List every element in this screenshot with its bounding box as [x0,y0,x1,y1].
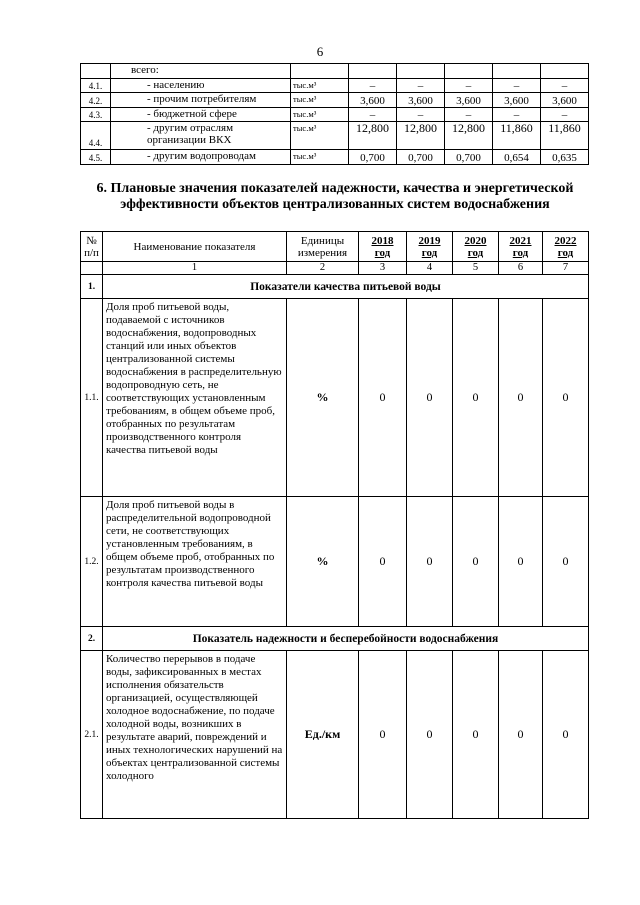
table-row: 4.2. - прочим потребителям тыс.м³ 3,600 3,600 3,600 3,600 3,600 [81,93,589,108]
table-row: 4.4. - другим отраслям организации ВКХ тыс.м³ 12,800 12,800 12,800 11,860 11,860 [81,122,589,150]
table-row: 4.3. - бюджетной сфере тыс.м³ – – – – – [81,108,589,122]
table-row: 1.1. Доля проб питьевой воды, подаваемой с источников водоснабжения, водопроводных станций или иных объектов централизованной системы водоснабжения в распределительную водопроводную сеть, не соответствующих установленным требованиям, в общем объеме проб, отобранных по результатам производственного контроля качества питьевой воды % 0 0 0 0 0 [81,299,589,497]
table-row: 4.5. - другим водопроводам тыс.м³ 0,700 0,700 0,700 0,654 0,635 [81,150,589,165]
table-row: 2.1. Количество перерывов в подаче воды, зафиксированных в местах исполнения обязательств организацией, осуществляющей холодное водоснабжение, по подаче холодной воды, возникших в результате аварий, повреждений и иных технологических нарушений на объектах централизованной системы холодного Ед./км 0 0 0 0 0 [81,651,589,819]
column-numbers-row: 1 2 3 4 5 6 7 [81,262,589,275]
header-year: 2018 год [359,232,407,262]
header-year: 2022 год [543,232,589,262]
section-row: 1. Показатели качества питьевой воды [81,275,589,299]
section-row: 2. Показатель надежности и бесперебойности водоснабжения [81,627,589,651]
header-unit: Единицы измерения [287,232,359,262]
page-number: 6 [316,44,324,59]
header-year: 2020 год [453,232,499,262]
indicators-table [80,231,589,819]
header-num: № п/п [81,232,103,262]
header-name: Наименование показателя [103,232,287,262]
table-row: 1.2. Доля проб питьевой воды в распределительной водопроводной сети, не соответствующих установленным требованиям, в общем объеме проб, отобранных по результатам производственного контроля качества питьевой воды % 0 0 0 0 0 [81,497,589,627]
header-year: 2021 год [499,232,543,262]
table-row: 4.1. - населению тыс.м³ – – – – – [81,79,589,93]
supply-volumes-table [80,63,589,165]
total-label: всего: [111,64,291,79]
header-row [81,232,589,262]
header-year: 2019 год [407,232,453,262]
section-title: 6. Плановые значения показателей надежности, качества и энергетической эффективности объектов централизованных систем водоснабжения [96,181,574,212]
